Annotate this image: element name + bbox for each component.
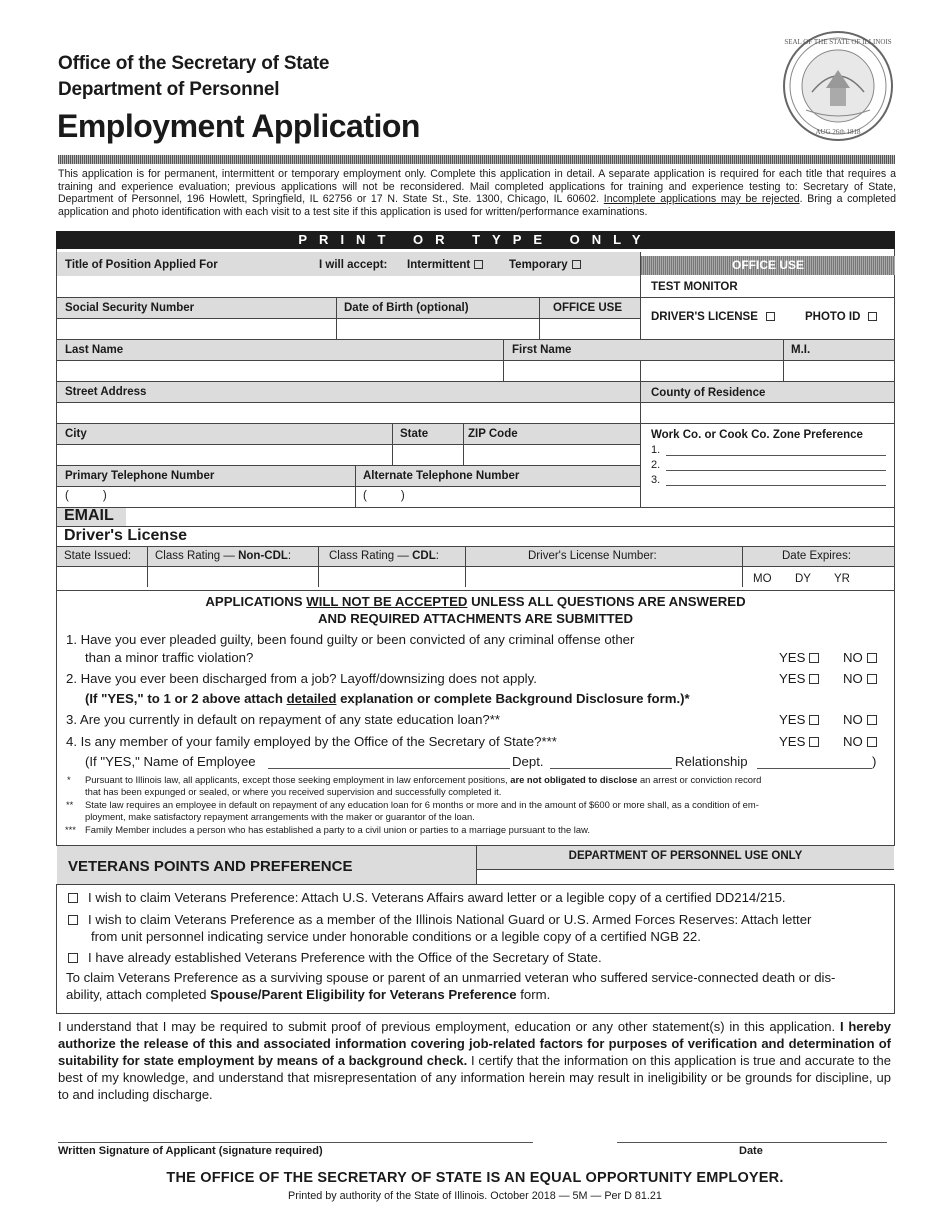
state-issued-field[interactable] xyxy=(57,567,147,587)
q4-employee-name-field[interactable] xyxy=(268,768,510,769)
date-expires-label: Date Expires: xyxy=(782,550,852,562)
question-1: 1. Have you ever pleaded guilty, been found guilty or been convicted of any criminal offense other xyxy=(66,632,635,647)
temporary-option[interactable]: Temporary xyxy=(509,259,581,271)
state-issued-label: State Issued: xyxy=(64,550,132,562)
footnote-2: State law requires an employee in default on repayment of any education loan for 6 months or more and in the amount of $600 or more shall, as a condition of em- xyxy=(85,799,759,810)
signature-label: Written Signature of Applicant (signature required) xyxy=(58,1145,323,1157)
warning-line-1: APPLICATIONS WILL NOT BE ACCEPTED UNLESS ALL QUESTIONS ARE ANSWERED xyxy=(205,594,746,609)
q2-no[interactable]: NO xyxy=(843,671,877,686)
zone-preference-label: Work Co. or Cook Co. Zone Preference xyxy=(651,429,863,441)
street-label: Street Address xyxy=(65,386,147,398)
photo-id-checkbox[interactable] xyxy=(868,312,877,321)
temporary-checkbox[interactable] xyxy=(572,260,581,269)
dl-number-label: Driver's License Number: xyxy=(528,550,657,562)
footnote-3-mark: *** xyxy=(65,824,76,835)
last-name-field[interactable] xyxy=(57,361,503,381)
class-cdl-label: Class Rating — CDL: xyxy=(329,550,439,562)
mi-label: M.I. xyxy=(791,344,811,356)
certification-text: I understand that I may be required to submit proof of previous employment, education or any other statement(s) in this application. I hereby authorize the release of this and associated information covering job-related factors for purposes of verification and determination of suitability for state employment by means of a background check. I certify that the information on this application is true and accurate to the best of my knowledge, and understand that misrepresentation of any information herein may result in ineligibility or be grounds for discipline, up to and including discharge. xyxy=(58,1019,891,1102)
email-label: EMAIL xyxy=(64,507,114,524)
q4-dept-label: Dept. xyxy=(512,754,544,769)
footnote-3: Family Member includes a person who has established a party to a civil union or parties to a marriage pursuant to the law. xyxy=(85,824,590,835)
drivers-license-check[interactable]: DRIVER'S LICENSE xyxy=(651,311,775,323)
q4-relationship-label: Relationship xyxy=(675,754,748,769)
veterans-option-2[interactable]: I wish to claim Veterans Preference as a member of the Illinois National Guard or U.S. Armed Forces Reserves: Attach letter xyxy=(68,912,888,928)
q1-no[interactable]: NO xyxy=(843,650,877,665)
ssn-field[interactable] xyxy=(57,319,336,339)
email-field[interactable] xyxy=(127,508,894,526)
photo-id-check[interactable]: PHOTO ID xyxy=(805,311,877,323)
question-4: 4. Is any member of your family employed by the Office of the Secretary of State?*** xyxy=(66,734,557,749)
state-seal-icon xyxy=(782,30,894,142)
veterans-spouse-text-cont: ability, attach completed Spouse/Parent Eligibility for Veterans Preference form. xyxy=(66,987,551,1002)
veterans-option-2-checkbox[interactable] xyxy=(68,915,78,925)
state-label: State xyxy=(400,428,429,440)
first-name-field[interactable] xyxy=(504,361,783,381)
alt-phone-label: Alternate Telephone Number xyxy=(363,470,520,482)
ssn-label: Social Security Number xyxy=(65,302,195,314)
street-field[interactable] xyxy=(57,403,640,423)
eeo-statement: THE OFFICE OF THE SECRETARY OF STATE IS AN EQUAL OPPORTUNITY EMPLOYER. xyxy=(166,1170,784,1186)
footnote-1-mark: * xyxy=(67,774,71,785)
svg-text:AUG 26th 1818: AUG 26th 1818 xyxy=(815,128,861,136)
alt-phone-field[interactable]: ( ) xyxy=(363,490,405,502)
office-title: Office of the Secretary of State xyxy=(58,53,330,74)
last-name-label: Last Name xyxy=(65,344,124,356)
header-divider xyxy=(58,155,895,164)
drivers-license-heading: Driver's License xyxy=(64,527,187,544)
veterans-option-2-cont: from unit personnel indicating service under honorable conditions or a legible copy of a certified NGB 22. xyxy=(91,929,701,944)
class-noncdl-label: Class Rating — Non-CDL: xyxy=(155,550,292,562)
question-3: 3. Are you currently in default on repayment of any state education loan?** xyxy=(66,712,500,727)
intermittent-checkbox[interactable] xyxy=(474,260,483,269)
county-label: County of Residence xyxy=(651,387,766,399)
q2-yes[interactable]: YES xyxy=(779,671,819,686)
q4-yes[interactable]: YES xyxy=(779,734,819,749)
drivers-license-checkbox[interactable] xyxy=(766,312,775,321)
test-monitor-label: TEST MONITOR xyxy=(651,281,738,293)
city-field[interactable] xyxy=(57,445,392,465)
q1-yes[interactable]: YES xyxy=(779,650,819,665)
exp-month-label: MO xyxy=(753,573,772,585)
q3-no[interactable]: NO xyxy=(843,712,877,727)
position-title-label: Title of Position Applied For xyxy=(65,259,218,271)
q4-dept-field[interactable] xyxy=(550,768,672,769)
veterans-option-1-checkbox[interactable] xyxy=(68,893,78,903)
signature-line[interactable] xyxy=(58,1142,533,1143)
printed-by: Printed by authority of the State of Illinois. October 2018 — 5M — Per D 81.21 xyxy=(288,1190,662,1202)
dl-number-field[interactable] xyxy=(466,567,742,587)
mi-field[interactable] xyxy=(784,361,894,381)
page-title: Employment Application xyxy=(57,108,420,144)
footnote-1: Pursuant to Illinois law, all applicants, except those seeking employment in law enforcement positions, are not obligated to disclose an arrest or conviction record xyxy=(85,774,762,785)
first-name-label: First Name xyxy=(512,344,572,356)
veterans-heading: VETERANS POINTS AND PREFERENCE xyxy=(68,858,353,875)
office-use-label: OFFICE USE xyxy=(553,302,623,314)
primary-phone-label: Primary Telephone Number xyxy=(65,470,215,482)
question-1-cont: than a minor traffic violation? xyxy=(85,650,254,665)
dept-use-only-label: DEPARTMENT OF PERSONNEL USE ONLY xyxy=(568,850,803,862)
question-2: 2. Have you ever been discharged from a job? Layoff/downsizing does not apply. xyxy=(66,671,537,686)
class-noncdl-field[interactable] xyxy=(148,567,318,587)
city-label: City xyxy=(65,428,87,440)
footnote-2-cont: ployment, make satisfactory repayment arrangements with the maker or guarantor of the loan. xyxy=(85,811,475,822)
position-title-field[interactable] xyxy=(57,276,640,297)
exp-day-label: DY xyxy=(795,573,811,585)
veterans-option-3[interactable]: I have already established Veterans Preference with the Office of the Secretary of State. xyxy=(68,950,602,966)
dob-field[interactable] xyxy=(337,319,539,339)
exp-year-label: YR xyxy=(834,573,850,585)
q4-close-paren: ) xyxy=(872,754,877,769)
office-use-header: OFFICE USE xyxy=(641,256,895,275)
footnote-1-cont: that has been expunged or sealed, or where you received supervision and successfully completed it. xyxy=(85,786,502,797)
class-cdl-field[interactable] xyxy=(319,567,465,587)
zone-pref-3[interactable]: 3. xyxy=(651,474,661,486)
will-accept-label: I will accept: xyxy=(319,259,388,271)
department-title: Department of Personnel xyxy=(58,79,280,100)
q3-yes[interactable]: YES xyxy=(779,712,819,727)
zone-pref-2[interactable]: 2. xyxy=(651,459,661,471)
veterans-spouse-text: To claim Veterans Preference as a surviving spouse or parent of an unmarried veteran who suffered service-connected death or dis- xyxy=(66,970,836,985)
zone-pref-1[interactable]: 1. xyxy=(651,444,661,456)
warning-line-2: AND REQUIRED ATTACHMENTS ARE SUBMITTED xyxy=(317,611,634,626)
svg-text:SEAL OF THE STATE OF ILLINOIS: SEAL OF THE STATE OF ILLINOIS xyxy=(784,38,892,46)
zip-field[interactable] xyxy=(464,445,640,465)
dob-label: Date of Birth (optional) xyxy=(344,302,469,314)
intermittent-option[interactable]: Intermittent xyxy=(407,259,483,271)
date-label: Date xyxy=(739,1145,763,1157)
question-2-note: (If "YES," to 1 or 2 above attach detailed explanation or complete Background Disclosure form.)* xyxy=(85,691,690,706)
print-type-banner: PRINT OR TYPE ONLY xyxy=(56,231,895,249)
footnote-2-mark: ** xyxy=(66,799,74,810)
q4-relationship-field[interactable] xyxy=(757,768,872,769)
county-field[interactable] xyxy=(641,403,894,423)
date-line[interactable] xyxy=(617,1142,887,1143)
q4-no[interactable]: NO xyxy=(843,734,877,749)
state-field[interactable] xyxy=(393,445,463,465)
q4-employee-name-label: (If "YES," Name of Employee xyxy=(85,754,256,769)
veterans-option-1[interactable]: I wish to claim Veterans Preference: Attach U.S. Veterans Affairs award letter or a legible copy of a certified DD214/215. xyxy=(68,890,888,906)
zip-label: ZIP Code xyxy=(468,428,518,440)
veterans-option-3-checkbox[interactable] xyxy=(68,953,78,963)
primary-phone-field[interactable]: ( ) xyxy=(65,490,107,502)
intro-text: This application is for permanent, intermittent or temporary employment only. Complete this application in detail. A separate application is required for each title that requires a training and experience evaluation; previous applications will not be reconsidered. Mail completed applications for training and experience testing to: Secretary of State, Department of Personnel, 196 Howlett, Springfield, IL 62756 or 17 N. State St., Ste. 1300, Chicago, IL 60602. Incomplete applications may be rejected. Bring a completed application and photo identification with each visit to a test site if this application is used for written/performance examinations. xyxy=(58,168,896,218)
